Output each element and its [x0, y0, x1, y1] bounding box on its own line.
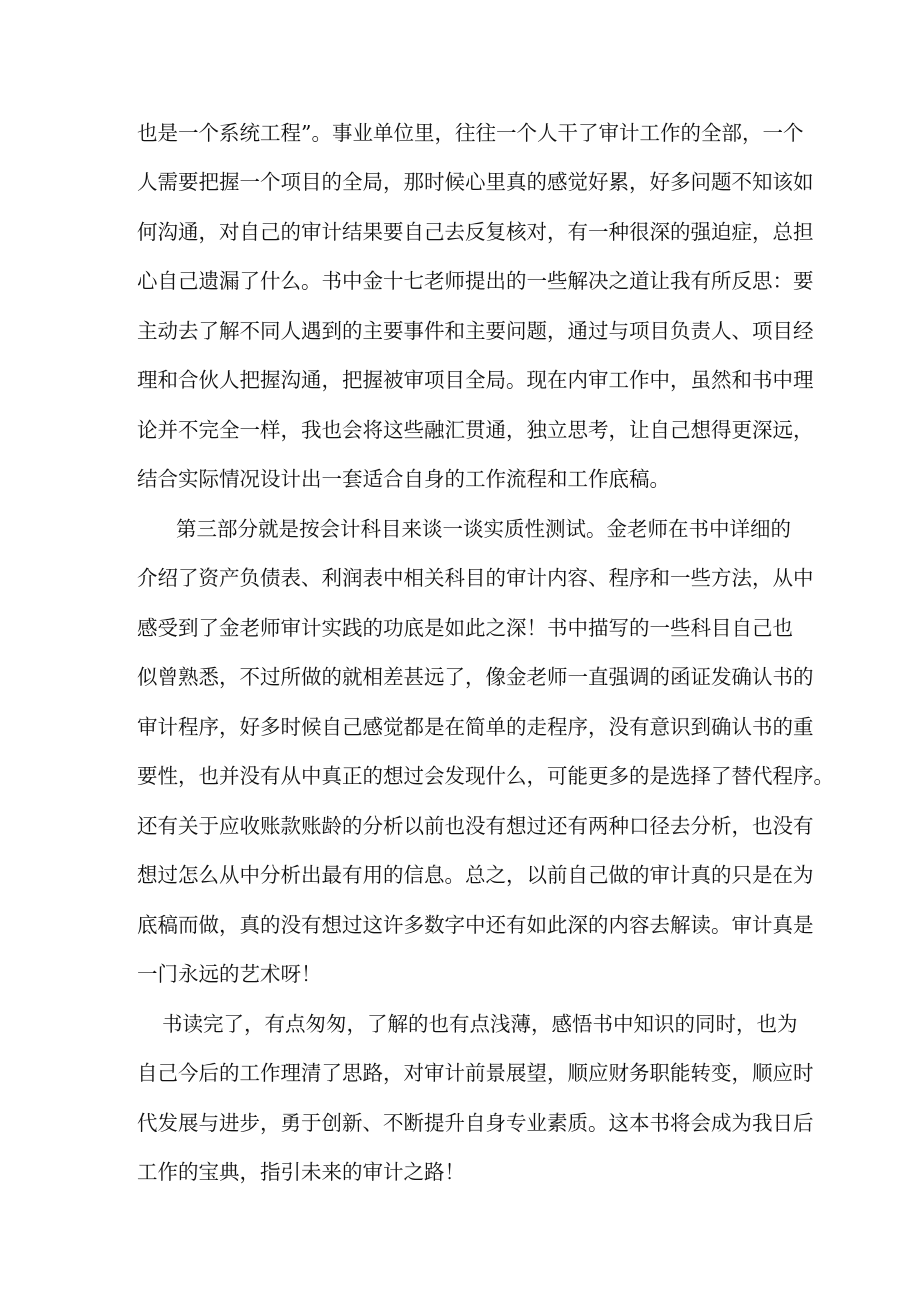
text-line: 人需要把握一个项目的全局，那时候心里真的感觉好累，好多问题不知该如	[137, 170, 814, 194]
text-line: 主动去了解不同人遇到的主要事件和主要问题，通过与项目负责人、项目经	[137, 319, 814, 343]
text-line: 感受到了金老师审计实践的功底是如此之深！书中描写的一些科目自己也	[137, 616, 793, 640]
text-line: 结合实际情况设计出一套适合自身的工作流程和工作底稿。	[137, 467, 670, 491]
text-line: 心自己遗漏了什么。书中金十七老师提出的一些解决之道让我有所反思：要	[137, 269, 814, 293]
text-line: 介绍了资产负债表、利润表中相关科目的审计内容、程序和一些方法，从中	[137, 566, 814, 590]
text-line: 一门永远的艺术呀！	[137, 962, 322, 986]
text-line: 审计程序，好多时候自己感觉都是在简单的走程序，没有意识到确认书的重	[137, 715, 814, 739]
text-line: 理和合伙人把握沟通，把握被审项目全局。现在内审工作中，虽然和书中理	[137, 368, 814, 392]
text-line: 书读完了，有点匆匆，了解的也有点浅薄，感悟书中知识的同时，也为	[162, 1012, 798, 1036]
text-line: 也是一个系统工程”。事业单位里，往往一个人干了审计工作的全部，一个	[137, 121, 804, 145]
text-line: 要性，也并没有从中真正的想过会发现什么，可能更多的是选择了替代程序。	[137, 764, 834, 788]
text-line: 似曾熟悉，不过所做的就相差甚远了，像金老师一直强调的函证发确认书的	[137, 665, 814, 689]
text-line: 代发展与进步，勇于创新、不断提升自身专业素质。这本书将会成为我日后	[137, 1111, 814, 1135]
text-line: 第三部分就是按会计科目来谈一谈实质性测试。金老师在书中详细的	[176, 517, 791, 541]
text-line: 何沟通，对自己的审计结果要自己去反复核对，有一种很深的强迫症，总担	[137, 220, 814, 244]
text-line: 自己今后的工作理清了思路，对审计前景展望，顺应财务职能转变，顺应时	[137, 1061, 814, 1085]
text-line: 工作的宝典，指引未来的审计之路！	[137, 1160, 465, 1184]
text-line: 想过怎么从中分析出最有用的信息。总之，以前自己做的审计真的只是在为	[137, 863, 814, 887]
text-line: 底稿而做，真的没有想过这许多数字中还有如此深的内容去解读。审计真是	[137, 913, 814, 937]
text-line: 还有关于应收账款账龄的分析以前也没有想过还有两种口径去分析，也没有	[137, 814, 814, 838]
text-line: 论并不完全一样，我也会将这些融汇贯通，独立思考，让自己想得更深远，	[137, 418, 814, 442]
